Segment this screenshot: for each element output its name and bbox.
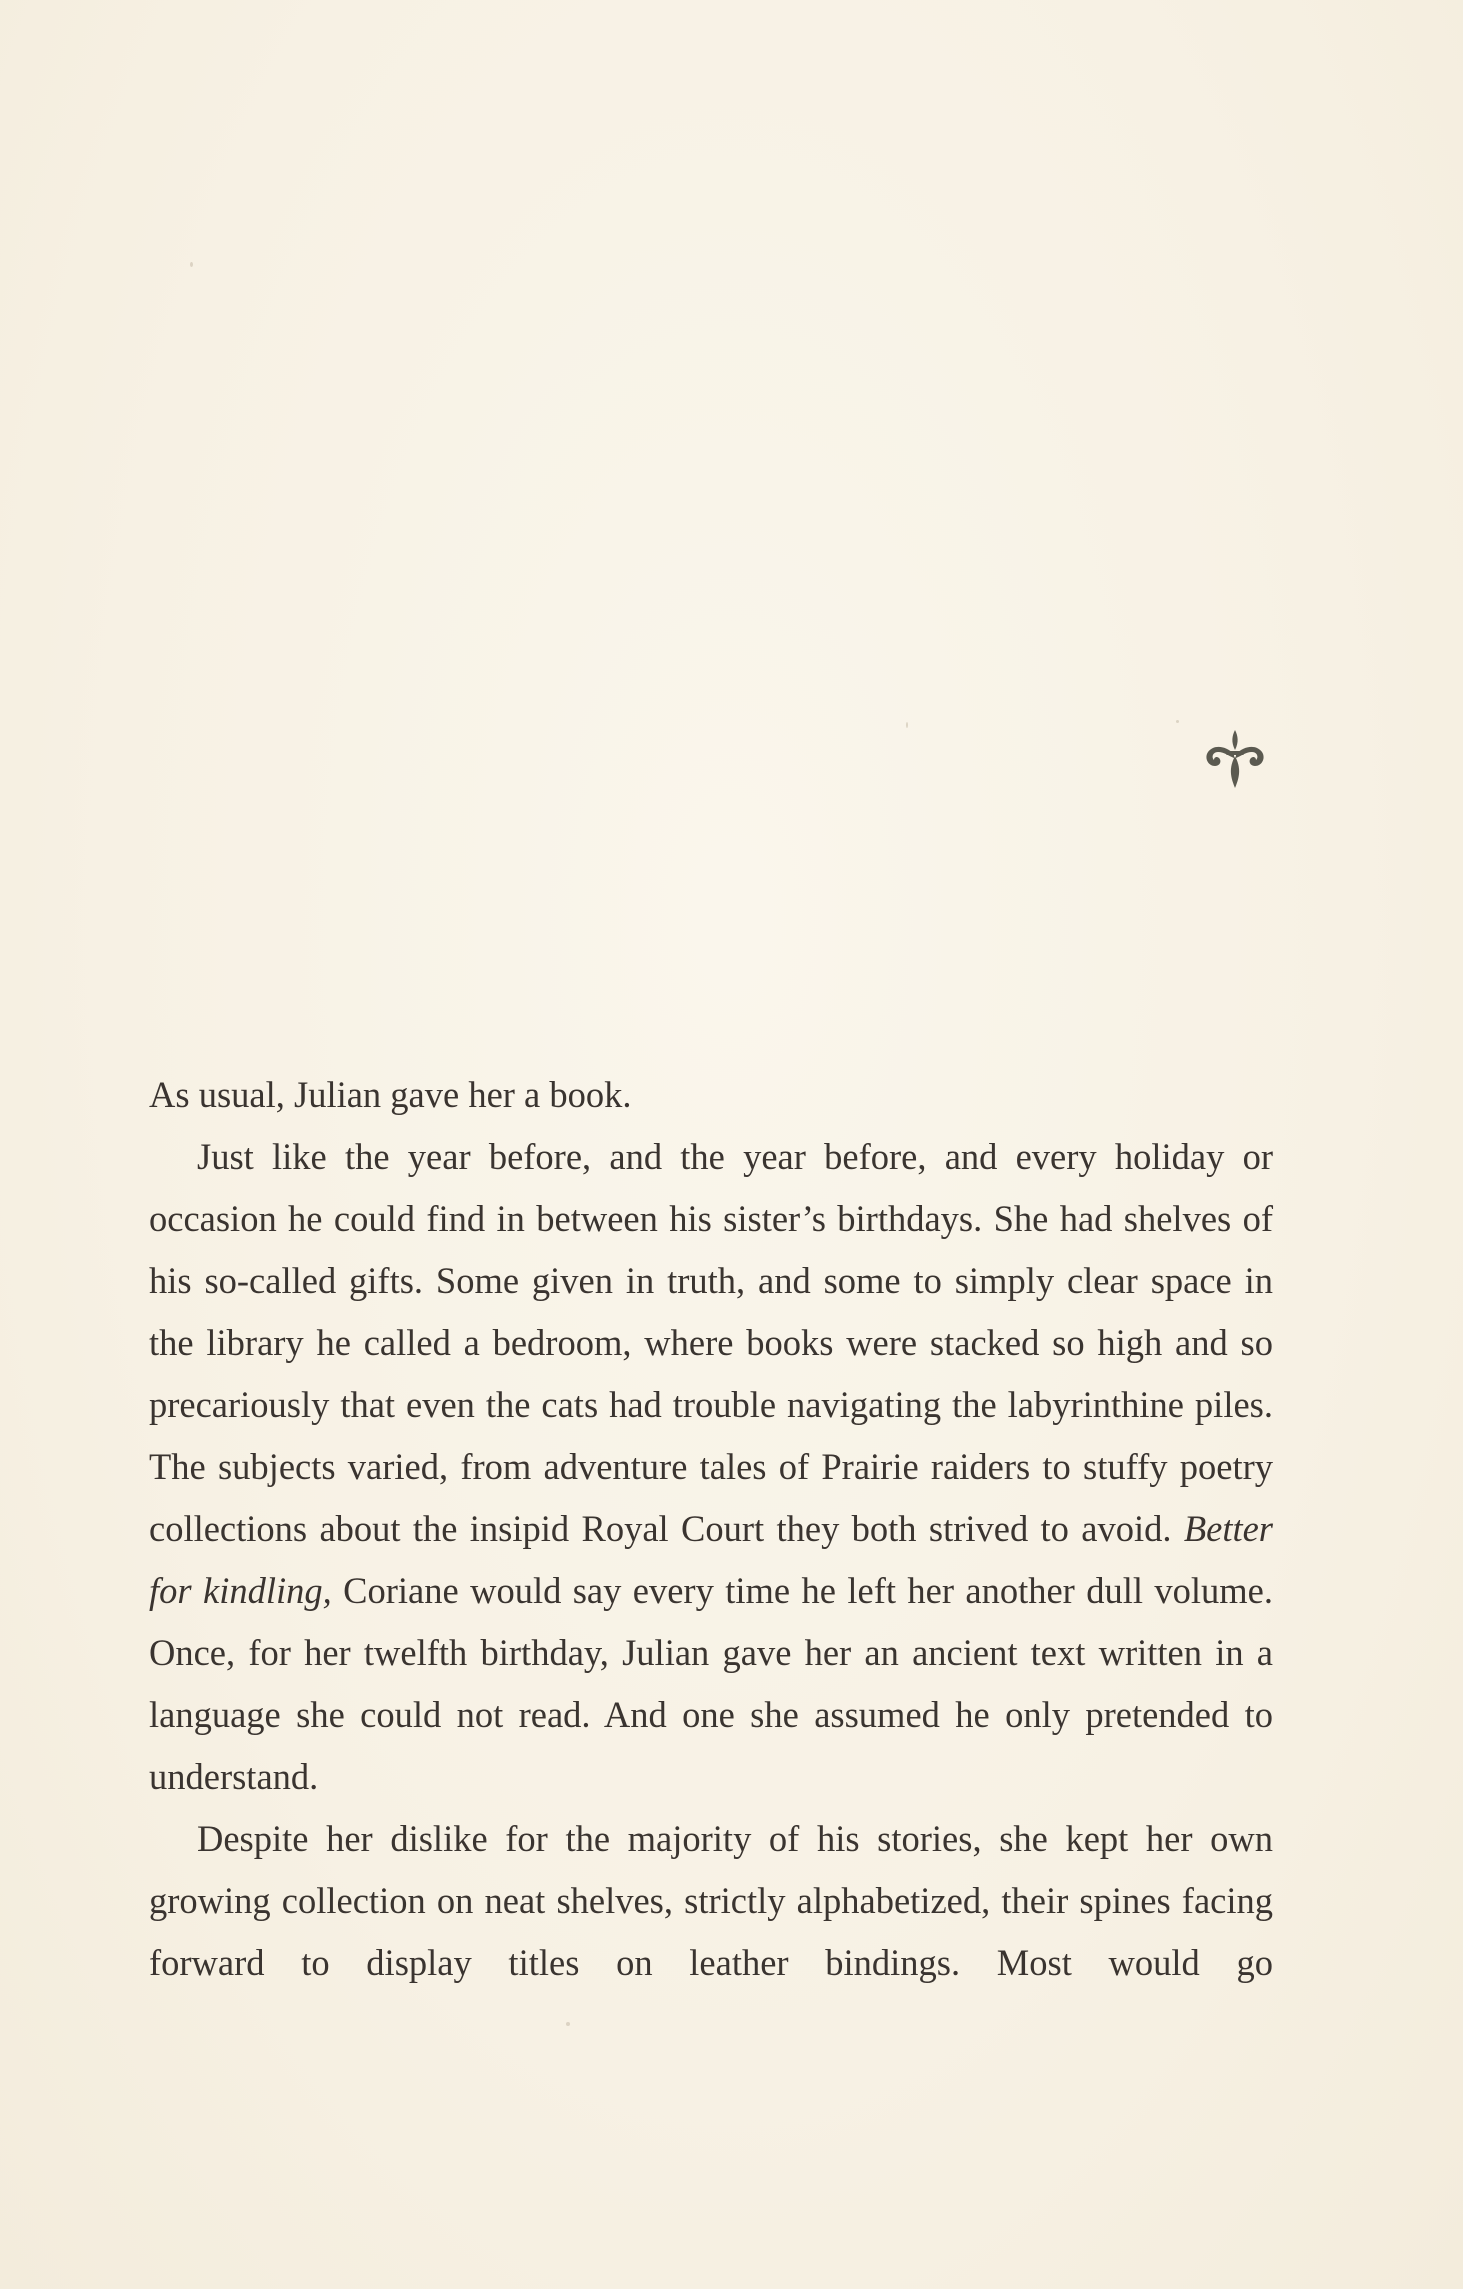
- fleur-de-lis-ornament-icon: [1200, 726, 1270, 796]
- paper-speck: [566, 2022, 570, 2026]
- paper-speck: [906, 722, 908, 728]
- paper-speck: [190, 262, 193, 267]
- paragraph-1-text: As usual, Julian gave her a book.: [149, 1074, 632, 1115]
- paragraph-2-text-continued: Coriane would say every time he left her another dull volume. Once, for her twelfth birthday, Julian gave her an ancient text written in a language she could not read. And one she assumed he only pretended to understand.: [149, 1570, 1274, 1797]
- paragraph-1: [149, 1064, 1273, 1126]
- paragraph-2: [149, 1126, 1273, 1808]
- paragraph-2-italic-phrase: Better for kindling,: [149, 1508, 1274, 1611]
- chapter-body-text: [149, 1064, 1273, 1994]
- paragraph-3: [149, 1808, 1273, 1994]
- paragraph-2-text: Just like the year before, and the year before, and every holiday or occasion he could find in between his sister’s birthdays. She had shelves of his so-called gifts. Some given in truth, and some to simply clear space in the library he called a bedroom, where books were stacked so high and so precariously that even the cats had trouble navigating the labyrinthine piles. The subjects varied, from adventure tales of Prairie raiders to stuffy poetry collections about the insipid Royal Court they both strived to avoid.: [149, 1136, 1273, 1549]
- paragraph-3-text: Despite her dislike for the majority of his stories, she kept her own growing collection on neat shelves, strictly alphabetized, their spines facing forward to display titles on leather bindings. Most would go: [149, 1818, 1273, 1983]
- paper-speck: [1176, 720, 1179, 723]
